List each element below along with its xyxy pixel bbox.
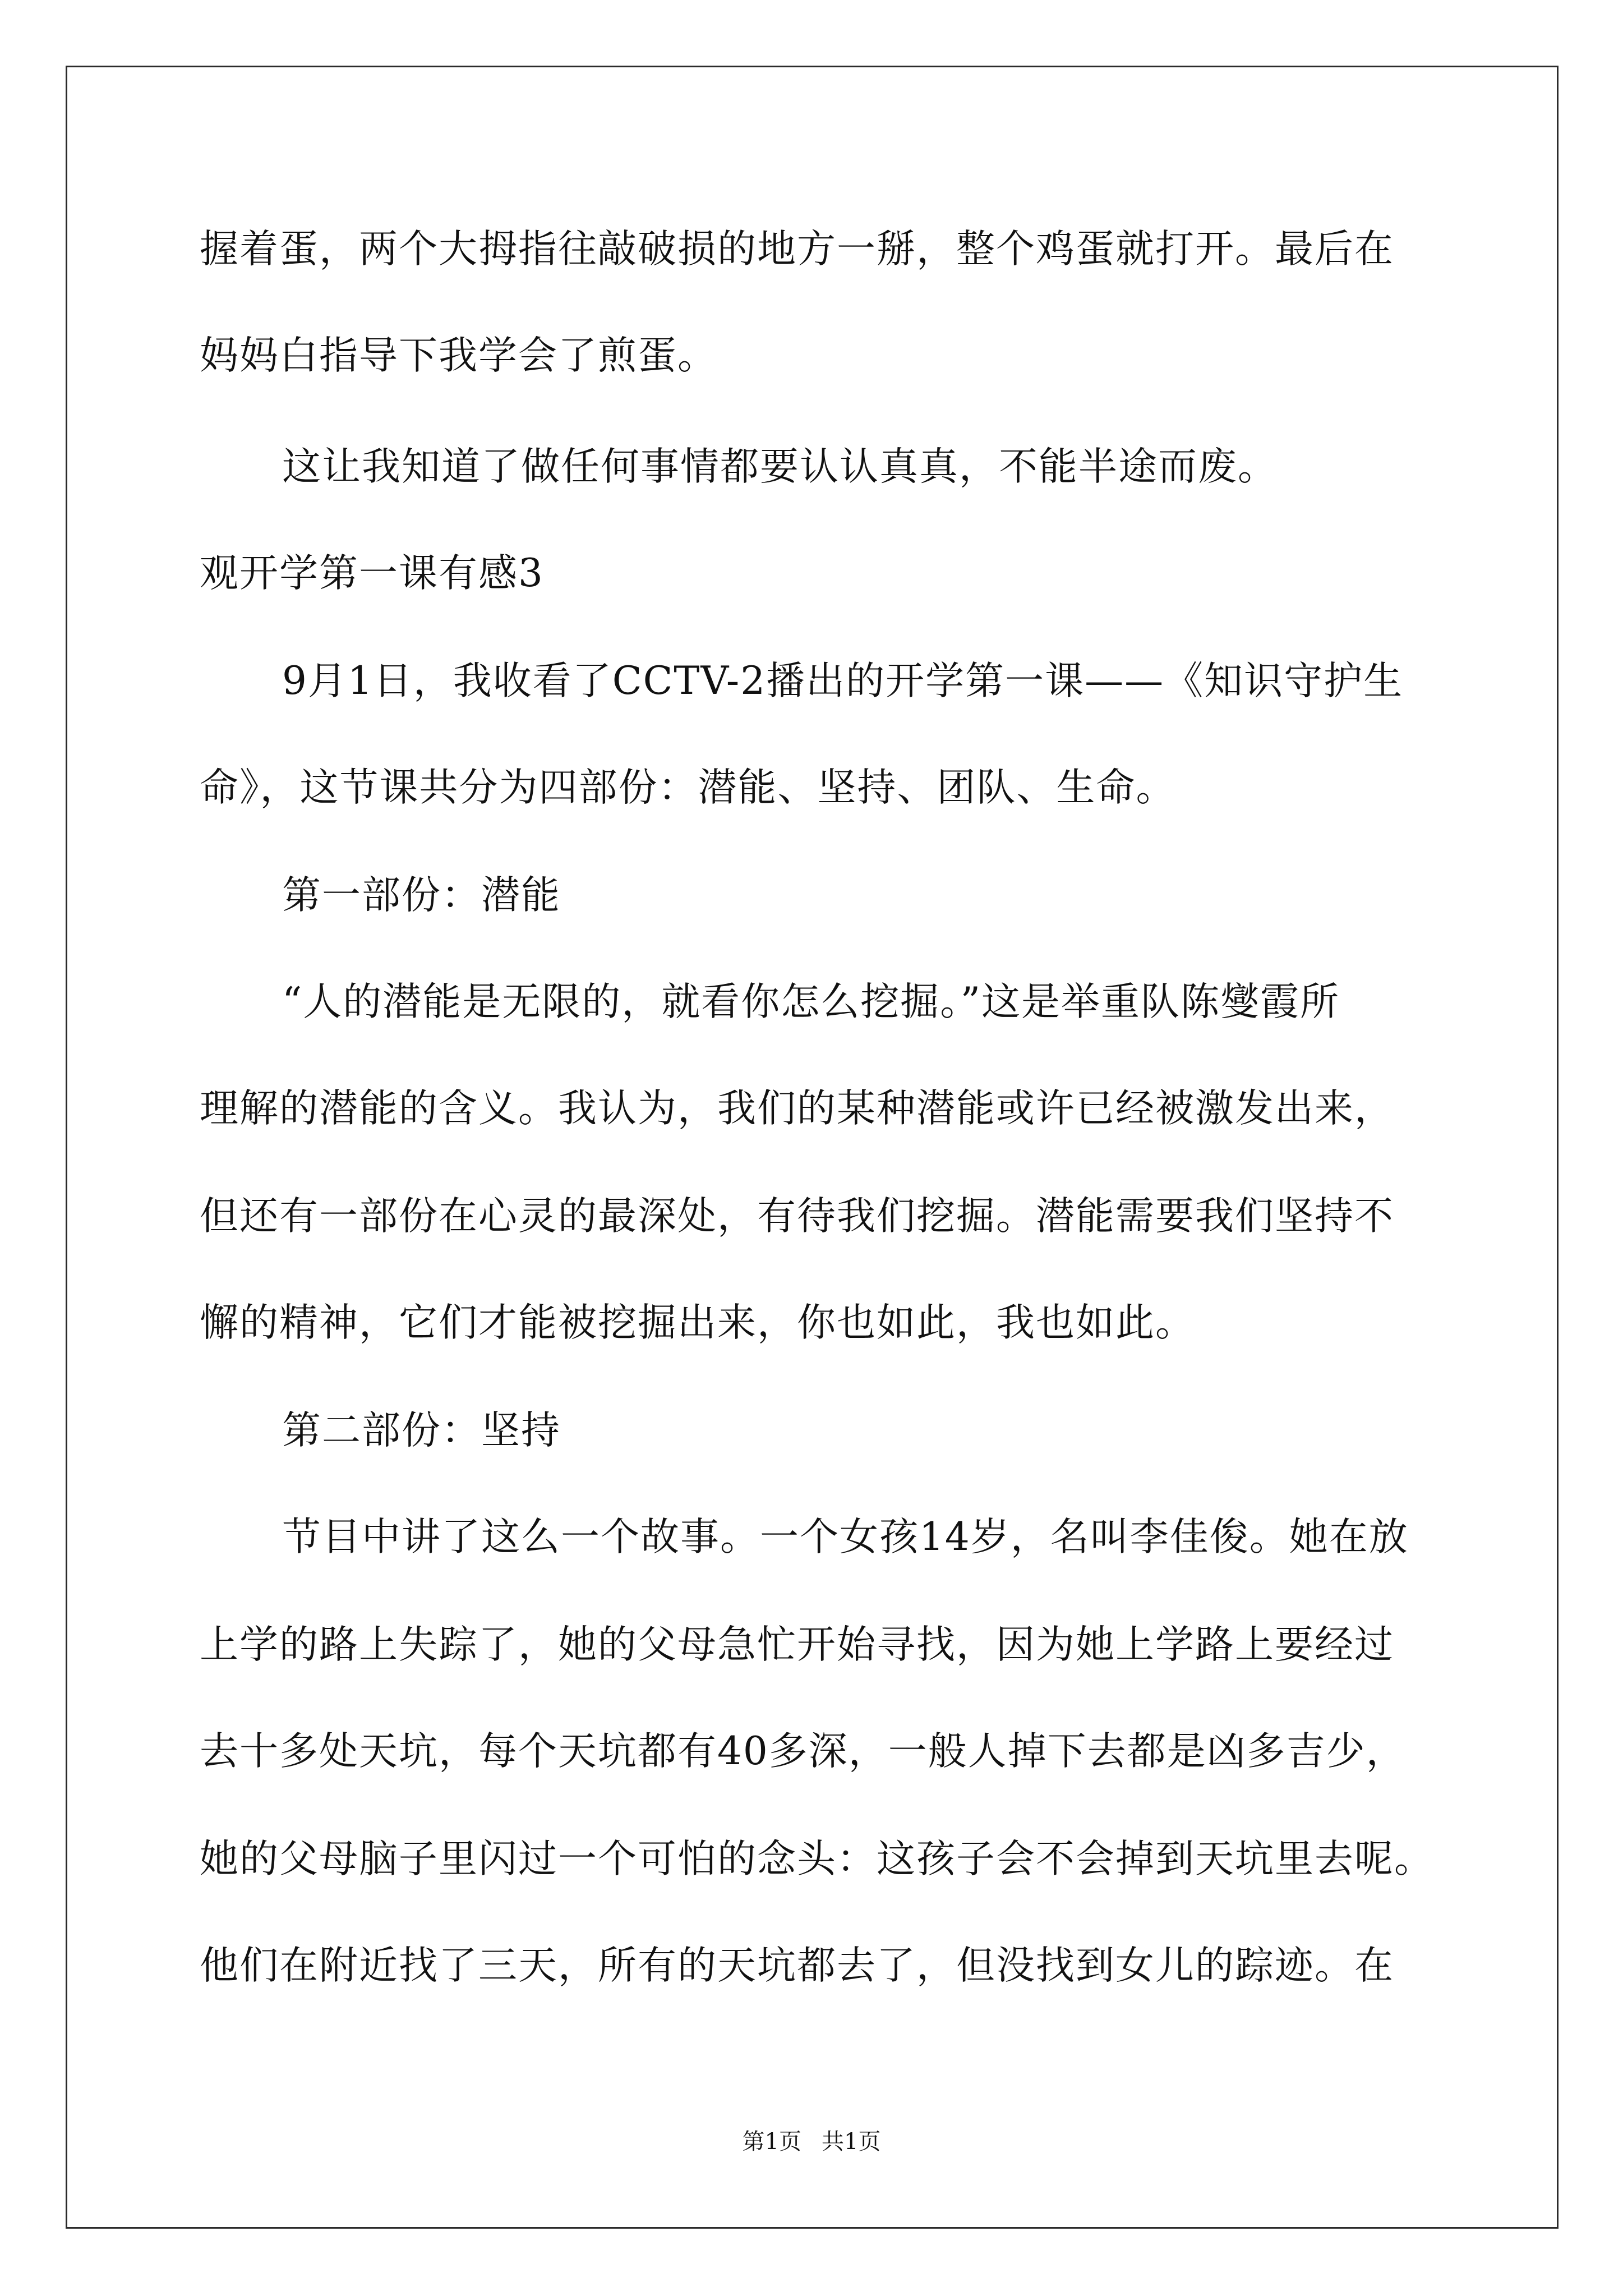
page-footer bbox=[0, 2131, 1623, 2153]
text-line: 上学的路上失踪了，她的父母急忙开始寻找，因为她上学路上要经过 bbox=[200, 1622, 1394, 1667]
text-line: 理解的潜能的含义。我认为，我们的某种潜能或许已经被激发出来， bbox=[200, 1086, 1394, 1131]
text-line: 去十多处天坑，每个天坑都有40多深，一般人掉下去都是凶多吉少， bbox=[200, 1729, 1406, 1774]
text-line: 握着蛋，两个大拇指往敲破损的地方一掰，整个鸡蛋就打开。最后在 bbox=[200, 227, 1394, 272]
subheading: 第一部份：潜能 bbox=[282, 873, 561, 918]
text-line: 他们在附近找了三天，所有的天坑都去了，但没找到女儿的踪迹。在 bbox=[200, 1943, 1394, 1988]
page-number: 第1页 bbox=[742, 2129, 801, 2155]
text-line: 命》，这节课共分为四部份：潜能、坚持、团队、生命。 bbox=[200, 765, 1176, 810]
text-line: 懈的精神，它们才能被挖掘出来，你也如此，我也如此。 bbox=[200, 1300, 1195, 1345]
text-line: 9月1日，我收看了CCTV-2播出的开学第一课——《知识守护生 bbox=[282, 659, 1404, 703]
text-line: 这让我知道了做任何事情都要认认真真，不能半途而废。 bbox=[282, 444, 1278, 489]
text-line: 她的父母脑子里闪过一个可怕的念头：这孩子会不会掉到天坑里去呢。 bbox=[200, 1837, 1434, 1881]
section-heading: 观开学第一课有感3 bbox=[200, 551, 544, 596]
subheading: 第二部份：坚持 bbox=[282, 1408, 561, 1453]
text-line: “人的潜能是无限的，就看你怎么挖掘。”这是举重队陈燮霞所 bbox=[282, 979, 1340, 1024]
page-border bbox=[66, 66, 1559, 2229]
page-count: 共1页 bbox=[822, 2129, 881, 2155]
text-line: 节目中讲了这么一个故事。一个女孩14岁，名叫李佳俊。她在放 bbox=[282, 1515, 1409, 1559]
text-line: 妈妈白指导下我学会了煎蛋。 bbox=[200, 333, 717, 378]
text-line: 但还有一部份在心灵的最深处，有待我们挖掘。潜能需要我们坚持不 bbox=[200, 1194, 1394, 1239]
